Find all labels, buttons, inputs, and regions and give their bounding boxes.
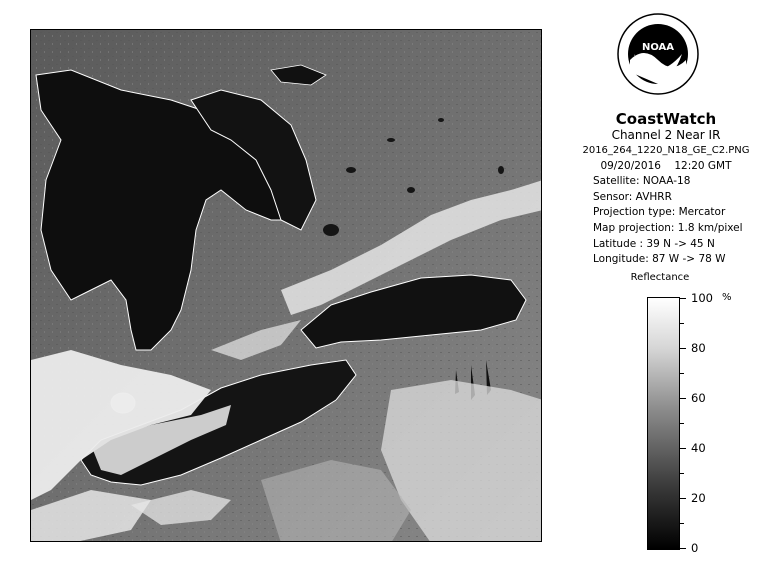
colorbar-minor-tick bbox=[680, 473, 684, 474]
noaa-logo bbox=[616, 12, 700, 96]
sensor-line: Sensor: AVHRR bbox=[593, 190, 672, 203]
date-value: 09/20/2016 bbox=[600, 159, 661, 172]
product-title: CoastWatch bbox=[615, 110, 717, 128]
longitude-line: Longitude: 87 W -> 78 W bbox=[593, 253, 726, 266]
colorbar-tick bbox=[680, 298, 686, 299]
colorbar-tick bbox=[680, 448, 686, 449]
map-projection-line: Map projection: 1.8 km/pixel bbox=[593, 221, 743, 234]
colorbar-label: 20 bbox=[691, 491, 706, 505]
image-info bbox=[560, 110, 772, 268]
colorbar-tick bbox=[680, 398, 686, 399]
colorbar-unit: % bbox=[722, 292, 732, 303]
colorbar-minor-tick bbox=[680, 523, 684, 524]
colorbar-label: 60 bbox=[691, 391, 706, 405]
colorbar-minor-tick bbox=[680, 323, 684, 324]
colorbar bbox=[647, 297, 680, 550]
colorbar-tick bbox=[680, 498, 686, 499]
projection-type-line: Projection type: Mercator bbox=[593, 206, 726, 219]
colorbar-minor-tick bbox=[680, 423, 684, 424]
latitude-line: Latitude : 39 N -> 45 N bbox=[593, 237, 715, 250]
satellite-line: Satellite: NOAA-18 bbox=[593, 175, 691, 188]
map-image bbox=[31, 30, 542, 542]
channel-label: Channel 2 Near IR bbox=[611, 128, 721, 142]
colorbar-label: 0 bbox=[691, 541, 699, 555]
colorbar-tick bbox=[680, 548, 686, 549]
colorbar-label: 40 bbox=[691, 441, 706, 455]
colorbar-tick bbox=[680, 348, 686, 349]
file-name: 2016_264_1220_N18_GE_C2.PNG bbox=[582, 145, 750, 156]
satellite-map bbox=[30, 29, 542, 542]
colorbar-label: 80 bbox=[691, 341, 706, 355]
datetime-line bbox=[560, 159, 772, 175]
noaa-emblem bbox=[616, 12, 700, 96]
svg-text:NOAA: NOAA bbox=[641, 42, 675, 53]
time-value: 12:20 GMT bbox=[674, 159, 732, 172]
colorbar-minor-tick bbox=[680, 373, 684, 374]
colorbar-title: Reflectance bbox=[630, 272, 690, 283]
colorbar-label: 100 bbox=[691, 291, 713, 305]
